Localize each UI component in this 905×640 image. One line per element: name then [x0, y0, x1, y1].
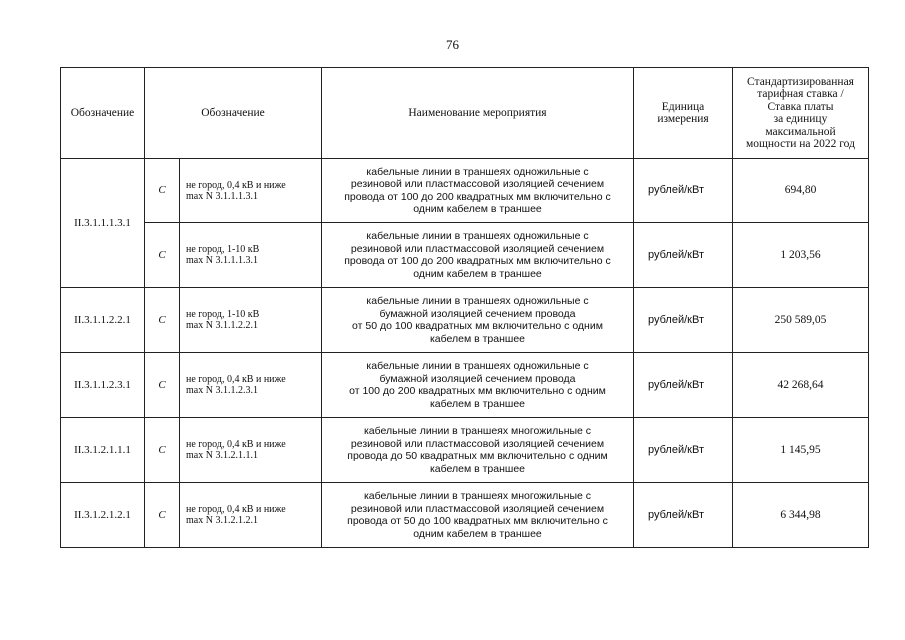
category-description: не город, 0,4 кВ и ниже max N 3.1.1.1.3.1	[180, 159, 322, 223]
unit-value: рублей/кВт	[634, 159, 733, 223]
table-row	[61, 223, 869, 288]
rate-value: 694,80	[733, 159, 869, 223]
header-rate: Стандартизированная тарифная ставка / Ставка платы за единицу максимальной мощности на 2022 год	[733, 68, 869, 159]
tariff-table	[60, 67, 869, 548]
category-symbol: C	[145, 288, 180, 353]
unit-value: рублей/кВт	[634, 418, 733, 483]
unit-value: рублей/кВт	[634, 223, 733, 288]
activity-name: кабельные линии в траншеях одножильные с резиновой или пластмассовой изоляцией сечением провода от 100 до 200 квадратных мм включительно с одним кабелем в траншее	[322, 159, 634, 223]
table-row	[61, 288, 869, 353]
category-description: не город, 0,4 кВ и ниже max N 3.1.2.1.2.1	[180, 483, 322, 548]
row-code: II.3.1.1.2.2.1	[61, 288, 145, 353]
row-code: II.3.1.2.1.2.1	[61, 483, 145, 548]
rate-value: 1 203,56	[733, 223, 869, 288]
rate-value: 1 145,95	[733, 418, 869, 483]
category-description: не город, 0,4 кВ и ниже max N 3.1.1.2.3.1	[180, 353, 322, 418]
table-row	[61, 418, 869, 483]
header-unit: Единица измерения	[634, 68, 733, 159]
category-description: не город, 0,4 кВ и ниже max N 3.1.2.1.1.1	[180, 418, 322, 483]
rate-value: 42 268,64	[733, 353, 869, 418]
header-designation-category: Обозначение	[145, 68, 322, 159]
category-symbol: C	[145, 223, 180, 288]
row-code: II.3.1.1.1.3.1	[61, 159, 145, 288]
row-code: II.3.1.1.2.3.1	[61, 353, 145, 418]
row-code: II.3.1.2.1.1.1	[61, 418, 145, 483]
activity-name: кабельные линии в траншеях одножильные с бумажной изоляцией сечением провода от 100 до 200 квадратных мм включительно с одним кабелем в траншее	[322, 353, 634, 418]
category-description: не город, 1-10 кВ max N 3.1.1.1.3.1	[180, 223, 322, 288]
category-symbol: C	[145, 483, 180, 548]
activity-name: кабельные линии в траншеях многожильные с резиновой или пластмассовой изоляцией сечением провода до 50 квадратных мм включительно с одним кабелем в траншее	[322, 418, 634, 483]
table-row	[61, 483, 869, 548]
category-symbol: C	[145, 418, 180, 483]
table-row	[61, 159, 869, 223]
activity-name: кабельные линии в траншеях одножильные с резиновой или пластмассовой изоляцией сечением провода от 100 до 200 квадратных мм включительно с одним кабелем в траншее	[322, 223, 634, 288]
unit-value: рублей/кВт	[634, 353, 733, 418]
unit-value: рублей/кВт	[634, 483, 733, 548]
category-symbol: C	[145, 159, 180, 223]
header-designation-code: Обозначение	[61, 68, 145, 159]
page-number: 76	[446, 37, 459, 52]
table-header-row	[61, 68, 869, 159]
rate-value: 250 589,05	[733, 288, 869, 353]
category-description: не город, 1-10 кВ max N 3.1.1.2.2.1	[180, 288, 322, 353]
category-symbol: C	[145, 353, 180, 418]
table-row	[61, 353, 869, 418]
activity-name: кабельные линии в траншеях одножильные с бумажной изоляцией сечением провода от 50 до 100 квадратных мм включительно с одним кабелем в траншее	[322, 288, 634, 353]
activity-name: кабельные линии в траншеях многожильные с резиновой или пластмассовой изоляцией сечением провода от 50 до 100 квадратных мм включительно с одним кабелем в траншее	[322, 483, 634, 548]
header-activity-name: Наименование мероприятия	[322, 68, 634, 159]
unit-value: рублей/кВт	[634, 288, 733, 353]
rate-value: 6 344,98	[733, 483, 869, 548]
